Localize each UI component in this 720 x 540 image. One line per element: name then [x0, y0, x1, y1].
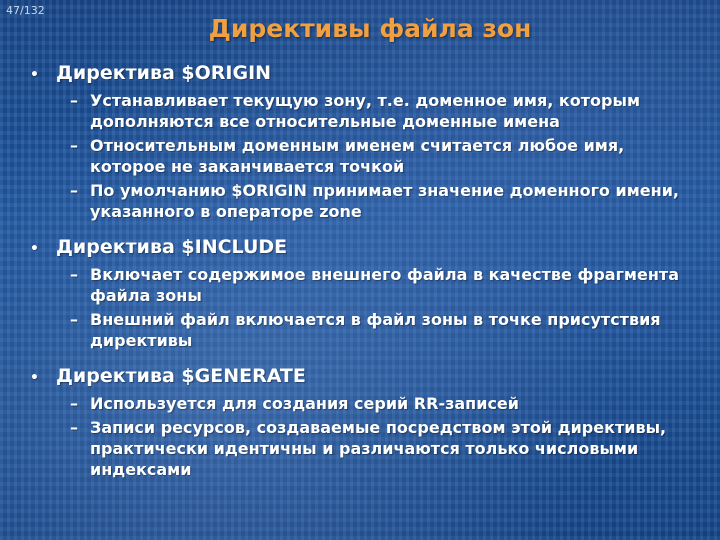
- sub-list: [70, 90, 704, 222]
- slide-number: 47/132: [6, 4, 45, 17]
- bullet-dot-icon: •: [30, 370, 39, 386]
- sub-list: [70, 393, 704, 480]
- sub-item-text: Внешний файл включается в файл зоны в точке присутствия директивы: [90, 310, 661, 350]
- dash-icon: –: [70, 181, 78, 200]
- sub-item-text: Записи ресурсов, создаваемые посредством этой директивы, практически идентичны и различаются только числовыми индексами: [90, 418, 667, 479]
- sub-item: [70, 393, 704, 414]
- bullet-heading: [30, 236, 704, 258]
- sub-item: [70, 264, 704, 306]
- section-origin: [30, 62, 704, 222]
- sub-list: [70, 264, 704, 351]
- section-heading: Директива $INCLUDE: [56, 236, 288, 258]
- dash-icon: –: [70, 310, 78, 329]
- dash-icon: –: [70, 265, 78, 284]
- sub-item-text: По умолчанию $ORIGIN принимает значение доменного имени, указанного в операторе zone: [90, 181, 679, 221]
- sub-item: [70, 135, 704, 177]
- dash-icon: –: [70, 418, 78, 437]
- section-heading: Директива $GENERATE: [56, 365, 306, 387]
- bullet-heading: [30, 62, 704, 84]
- section-generate: [30, 365, 704, 480]
- dash-icon: –: [70, 91, 78, 110]
- slide-content: [30, 56, 704, 483]
- section-include: [30, 236, 704, 351]
- sub-item: [70, 180, 704, 222]
- bullet-dot-icon: •: [30, 67, 39, 83]
- dash-icon: –: [70, 136, 78, 155]
- sub-item: [70, 309, 704, 351]
- sub-item: [70, 417, 704, 480]
- sub-item-text: Включает содержимое внешнего файла в качестве фрагмента файла зоны: [90, 265, 679, 305]
- section-heading: Директива $ORIGIN: [56, 62, 272, 84]
- sub-item: [70, 90, 704, 132]
- slide-title: Директивы файла зон: [208, 14, 532, 43]
- sub-item-text: Устанавливает текущую зону, т.е. доменное имя, которым дополняются все относительные доменные имена: [90, 91, 641, 131]
- bullet-heading: [30, 365, 704, 387]
- sub-item-text: Используется для создания серий RR-записей: [90, 394, 519, 413]
- bullet-dot-icon: •: [30, 241, 39, 257]
- sub-item-text: Относительным доменным именем считается любое имя, которое не заканчивается точкой: [90, 136, 625, 176]
- dash-icon: –: [70, 394, 78, 413]
